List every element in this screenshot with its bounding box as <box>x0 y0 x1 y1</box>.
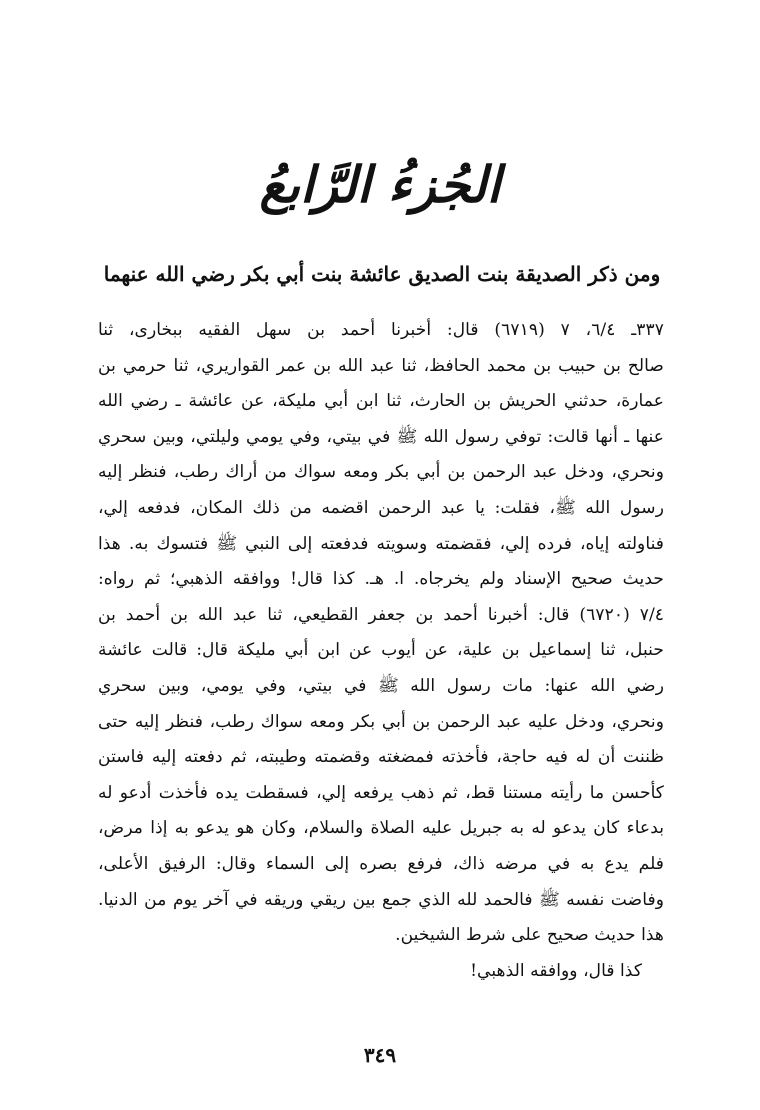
text-line: ونحري، ودخل عليه عبد الرحمن بن أبي بكر ومعه سواك رطب، فنظر إليه حتى <box>98 711 664 732</box>
text-line: وفاضت نفسه ﷺ فالحمد لله الذي جمع بين ريقي وريقه في آخر يوم من الدنيا. <box>98 889 664 910</box>
part-title: الجُزءُ الرَّابعُ <box>259 155 501 214</box>
text-line: صالح بن حبيب بن محمد الحافظ، ثنا عبد الله بن عمر القواريري، ثنا حرمي بن <box>98 355 664 376</box>
text-line: فلم يدع به في مرضه ذاك، فرفع بصره إلى السماء وقال: الرفيق الأعلى، <box>98 853 664 874</box>
text-line: فناولته إياه، فرده إلي، فقضمته وسويته فدفعته إلى النبي ﷺ فتسوك به. هذا <box>98 533 664 554</box>
text-line: بدعاء كان يدعو له به جبريل عليه الصلاة والسلام، وكان هو يدعو به إذا مرض، <box>98 818 664 839</box>
text-line: عنها ـ أنها قالت: توفي رسول الله ﷺ في بيتي، وفي يومي وليلتي، وبين سحري <box>98 426 664 447</box>
text-line: عمارة، حدثني الحريش بن الحارث، ثنا ابن أبي مليكة، عن عائشة ـ رضي الله <box>98 391 664 412</box>
text-line: ٧/٤ (٦٧٢٠) قال: أخبرنا أحمد بن جعفر القطيعي، ثنا عبد الله بن أحمد بن <box>98 604 664 625</box>
text-line: ظننت أن له فيه حاجة، فأخذته فمضغته وقضمته وطيبته، ثم دفعته إليه فاستن <box>98 747 664 768</box>
text-line: رضي الله عنها: مات رسول الله ﷺ في بيتي، وفي يومي، وبين سحري <box>98 675 664 696</box>
hadith-text <box>98 313 664 989</box>
text-line: ٣٣٧ـ ٦/٤، ٧ (٦٧١٩) قال: أخبرنا أحمد بن سهل الفقيه ببخارى، ثنا <box>98 320 664 340</box>
text-line: ونحري، ودخل عبد الرحمن بن أبي بكر ومعه سواك من أراك رطب، فنظر إليه <box>98 462 664 483</box>
chapter-heading: ومن ذكر الصديقة بنت الصديق عائشة بنت أبي بكر رضي الله عنهما <box>103 262 661 286</box>
text-line: حديث صحيح الإسناد ولم يخرجاه. ا. هـ. كذا قال! ووافقه الذهبي؛ ثم رواه: <box>98 569 664 590</box>
text-line: كذا قال، ووافقه الذهبي! <box>470 960 642 981</box>
text-line: حنبل، ثنا إسماعيل بن علية، عن أيوب عن ابن أبي مليكة قال: قالت عائشة <box>98 640 664 661</box>
page-number: ٣٤٩ <box>363 1043 397 1067</box>
text-line: هذا حديث صحيح على شرط الشيخين. <box>395 925 664 946</box>
text-line: رسول الله ﷺ، فقلت: يا عبد الرحمن اقضمه من ذلك المكان، فدفعه إلي، <box>98 497 664 518</box>
text-line: كأحسن ما رأيته مستنا قط، ثم ذهب يرفعه إلي، فسقطت يده فأخذت أدعو له <box>98 782 664 803</box>
